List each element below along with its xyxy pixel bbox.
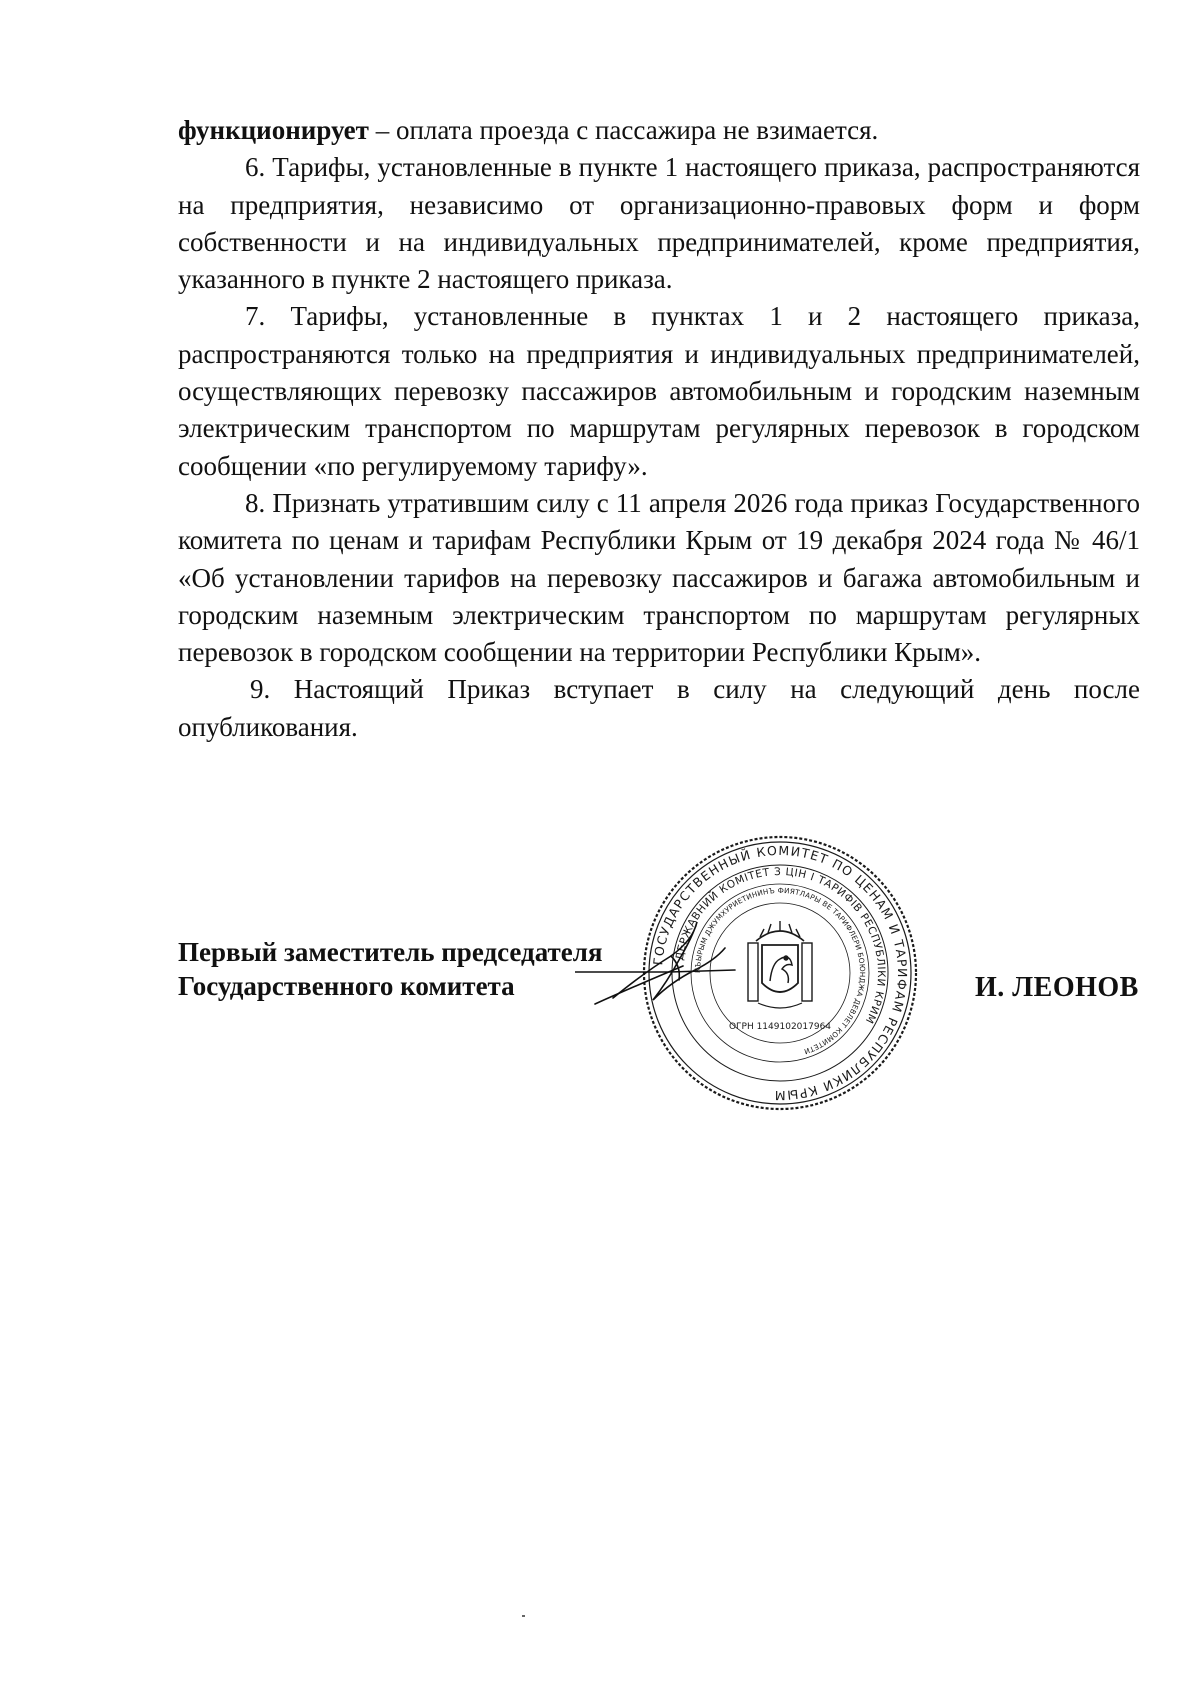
signatory-title-line1: Первый заместитель председателя: [178, 937, 603, 967]
paragraph-9: 9. Настоящий Приказ вступает в силу на следующий день после опубликования.: [178, 674, 1140, 742]
stamp-middle-text: ДЕРЖАВНИЙ КОМІТЕТ З ЦІН І ТАРИФІВ РЕСПУБЛІКИ КРИМ: [673, 865, 888, 1026]
stamp-inner-text: КЪЫРЫМ ДЖУМХУРИЕТИНИНЪ ФИЯТЛАРЫ ВЕ ТАРИФЛЕРИ БОЮНДЖА ДЕВЛЕТ КОМИТЕТИ: [692, 885, 868, 1057]
signatory-title-line2: Государственного комитета: [178, 971, 515, 1001]
stamp-ogrn: ОГРН 1149102017964: [728, 1022, 832, 1032]
paragraph-6: 6. Тарифы, установленные в пункте 1 настоящего приказа, распространяются на предприятия, независимо от организационно-правовых форм и форм собственности и на индивидуальных предпринимателей, кроме предприятия, указанного в пункте 2 настоящего приказа.: [178, 152, 1140, 295]
intro-bold-word: функционирует: [178, 115, 369, 145]
intro-line: [178, 112, 1140, 149]
paragraph-8: 8. Признать утратившим силу с 11 апреля 2026 года приказ Государственного комитета по ценам и тарифам Республики Крым от 19 декабря 2024 года № 46/1 «Об установлении тарифов на перевозку пассажиров и багажа автомобильным и городским наземным электрическим транспортом по маршрутам регулярных перевозок в городском сообщении на территории Республики Крым».: [178, 487, 1140, 668]
signatory-name: И. ЛЕОНОВ: [975, 972, 1139, 1003]
handwritten-signature: [575, 900, 785, 1050]
signatory-title: [178, 935, 603, 1003]
intro-line-rest: – оплата проезда с пассажира не взимается.: [368, 115, 879, 145]
stamp-outer-text: ГОСУДАРСТВЕННЫЙ КОМИТЕТ ПО ЦЕНАМ И ТАРИФАМ РЕСПУБЛИКИ КРЫМ: [650, 842, 911, 1104]
page-dot: [522, 1615, 525, 1617]
document-body: [178, 112, 1140, 746]
paragraph-7: 7. Тарифы, установленные в пунктах 1 и 2 настоящего приказа, распространяются только на предприятия и индивидуальных предпринимателей, осуществляющих перевозку пассажиров автомобильным и городским наземным электрическим транспортом по маршрутам регулярных перевозок в городском сообщении «по регулируемому тарифу».: [178, 301, 1140, 481]
